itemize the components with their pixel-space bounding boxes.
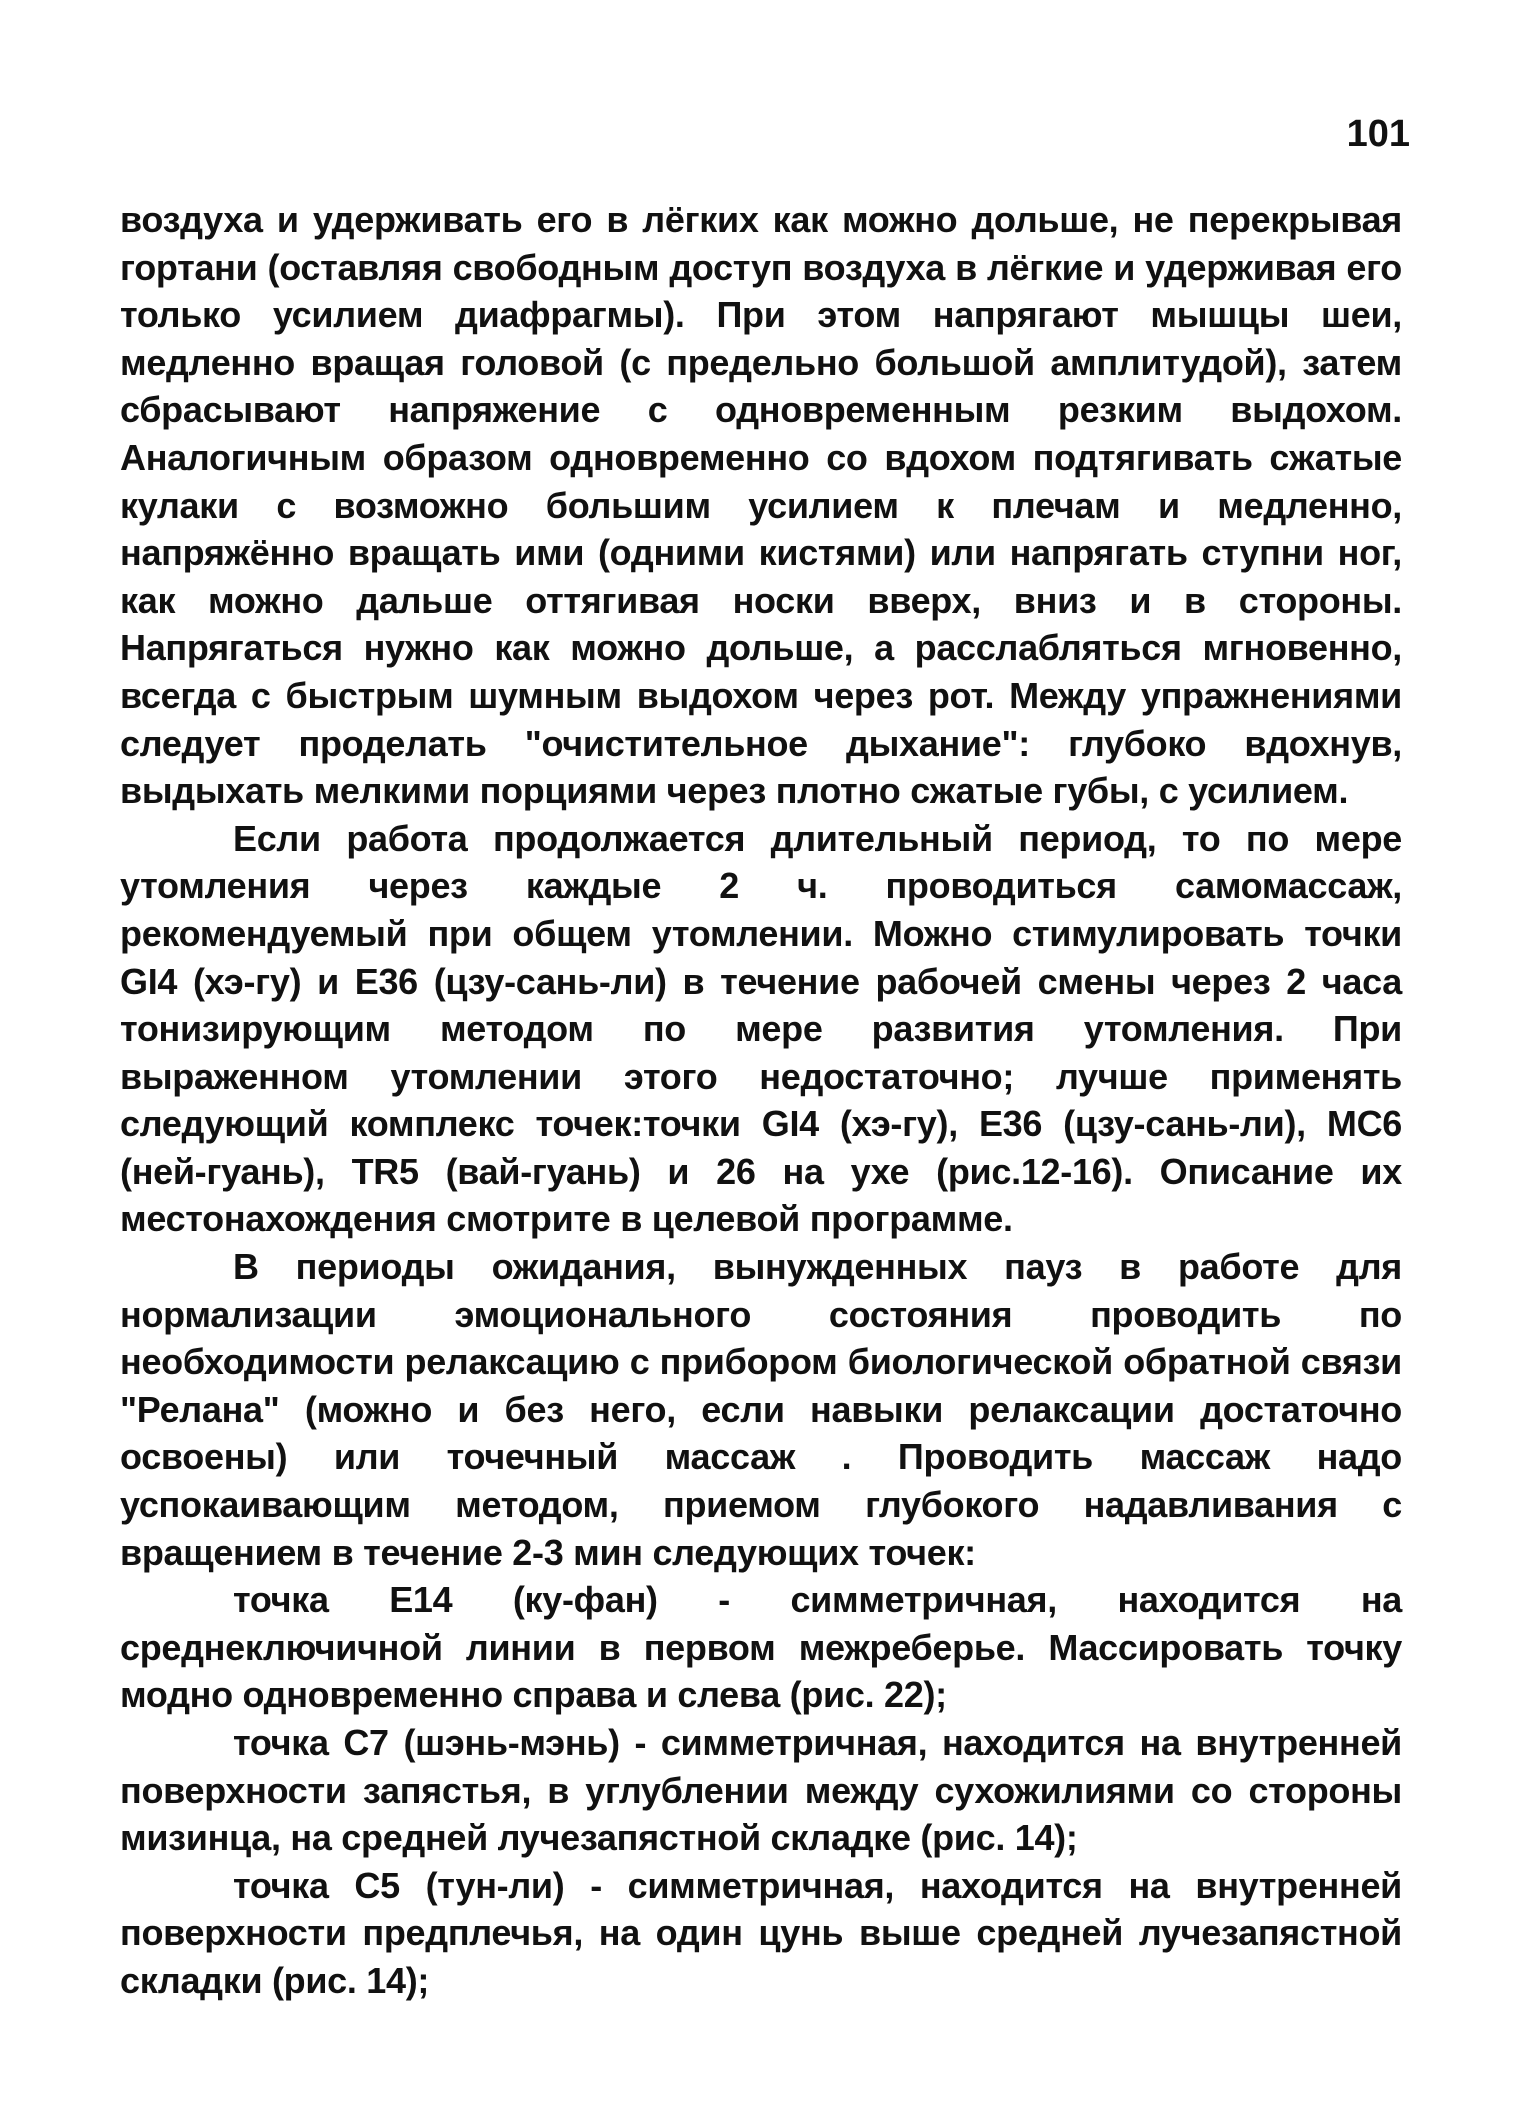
paragraph-point-c5: точка C5 (тун-ли) - симметричная, находится на внутренней поверхности предплечья, на один цунь выше средней лучезапястной складки (рис. 14); <box>120 1864 1402 2001</box>
paragraph-point-e14: точка E14 (ку-фан) - симметричная, находится на среднеключичной линии в первом межреберье. Массировать точку модно одновременно справа и слева (рис. 22); <box>120 1579 1402 1716</box>
page-number: 101 <box>1346 113 1410 155</box>
paragraph-1: воздуха и удерживать его в лёгких как можно дольше, не перекрывая гортани (оставляя свободным доступ воздуха в лёгкие и удерживая его только усилием диафрагмы). При этом напрягают мышцы шеи, медленно вращая головой (с предельно большой амплитудой), затем сбрасывают напряжение с одновременным резким выдохом. Аналогичным образом одновременно со вдохом подтягивать сжатые кулаки с возможно большим усилием к плечам и медленно, напряжённо вращать ими (одними кистями) или напрягать ступни ног, как можно дальше оттягивая носки вверх, вниз и в стороны. Напрягаться нужно как можно дольше, а расслабляться мгновенно, всегда с быстрым шумным выдохом через рот. Между упражнениями следует проделать "очистительное дыхание": глубоко вдохнув, выдыхать мелкими порциями через плотно сжатые губы, с усилием. <box>120 199 1402 812</box>
paragraph-3: В периоды ожидания, вынужденных пауз в работе для нормализации эмоционального состояния проводить по необходимости релаксацию с прибором биологической обратной связи "Релана" (можно и без него, если навыки релаксации достаточно освоены) или точечный массаж . Проводить массаж надо успокаивающим методом, приемом глубокого надавливания с вращением в течение 2-3 мин следующих точек: <box>120 1246 1402 1573</box>
body-text <box>120 196 1402 2005</box>
paragraph-point-c7: точка C7 (шэнь-мэнь) - симметричная, находится на внутренней поверхности запястья, в углублении между сухожилиями со стороны мизинца, на средней лучезапястной складке (рис. 14); <box>120 1722 1402 1859</box>
paragraph-2: Если работа продолжается длительный период, то по мере утомления через каждые 2 ч. проводиться самомассаж, рекомендуемый при общем утомлении. Можно стимулировать точки GI4 (хэ-гу) и E36 (цзу-сань-ли) в течение рабочей смены через 2 часа тонизирующим методом по мере развития утомления. При выраженном утомлении этого недостаточно; лучше применять следующий комплекс точек:точки GI4 (хэ-гу), E36 (цзу-сань-ли), MC6 (ней-гуань), TR5 (вай-гуань) и 26 на ухе (рис.12-16). Описание их местонахождения смотрите в целевой программе. <box>120 817 1402 1240</box>
